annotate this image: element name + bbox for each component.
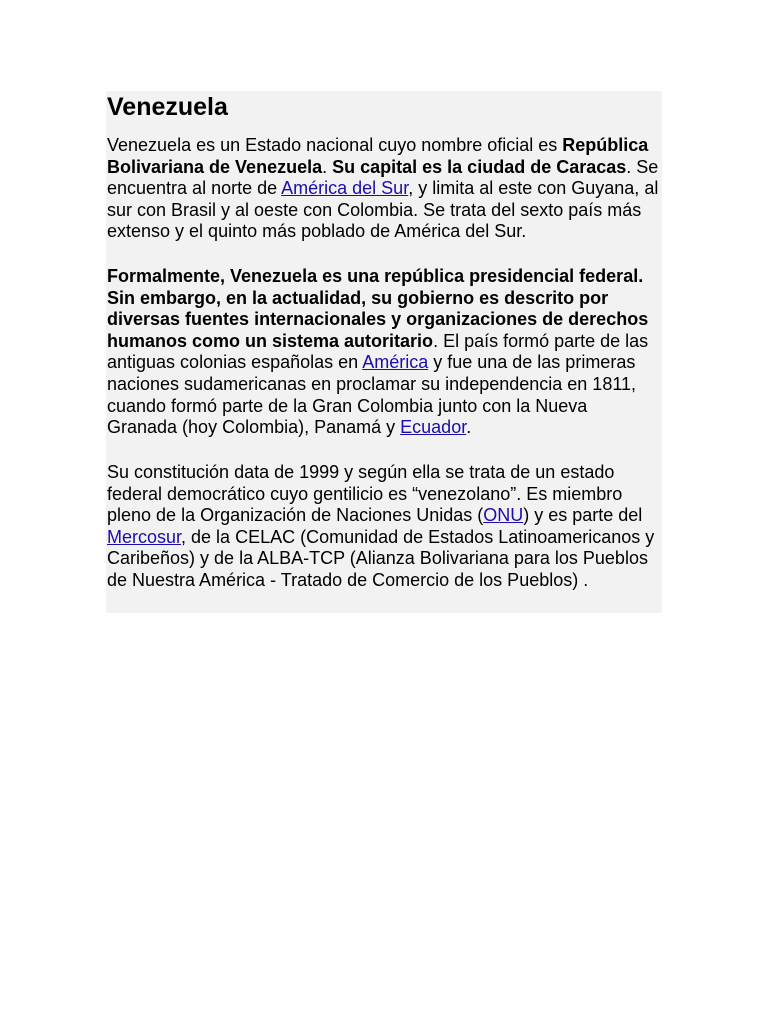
p1-text-1: Venezuela es un Estado nacional cuyo nombre oficial es — [107, 135, 563, 155]
p3-text-3: , de la CELAC (Comunidad de Estados Latinoamericanos y Caribeños) y de la ALBA-TCP (Alianza Bolivariana para los Pueblos de Nuestra América - Tratado de Comercio de los Pueblos) . — [107, 526, 655, 590]
paragraph-3 — [107, 462, 662, 592]
paragraph-2 — [107, 266, 662, 439]
link-america[interactable]: América — [362, 352, 429, 373]
p2-text-2: y fue una de las primeras naciones sudamericanas en proclamar su independencia en 1811, cuando formó parte de la Gran Colombia junto con la Nueva Granada (hoy Colombia), Panamá y — [107, 352, 637, 438]
link-mercosur[interactable]: Mercosur — [107, 526, 182, 547]
article-title: Venezuela — [107, 93, 228, 121]
p2-bold-government: Formalmente, Venezuela es una república presidencial federal. Sin embargo, en la actualidad, su gobierno es descrito por diversas fuentes internacionales y organizaciones de derechos humanos como un sistema autoritario — [107, 266, 649, 351]
p2-text-1: . El país formó parte de las antiguas colonias españolas en — [107, 330, 649, 373]
p1-text-4: , y limita al este con Guyana, al sur con Brasil y al oeste con Colombia. Se trata del sexto país más extenso y el quinto más poblado de América del Sur. — [107, 178, 659, 242]
p1-bold-capital: Su capital es la ciudad de Caracas — [332, 156, 627, 177]
link-america-del-sur[interactable]: América del Sur — [281, 178, 409, 199]
paragraph-1 — [107, 135, 662, 243]
p1-text-2: . — [322, 156, 333, 177]
p3-text-1: Su constitución data de 1999 y según ella se trata de un estado federal democrático cuyo gentilicio es “venezolano”. Es miembro pleno de la Organización de Naciones Unidas ( — [107, 462, 623, 526]
p3-text-2: ) y es parte del — [523, 505, 643, 526]
link-ecuador[interactable]: Ecuador — [400, 417, 467, 438]
p2-text-3: . — [466, 417, 472, 438]
p1-text-3: . Se encuentra al norte de — [107, 156, 659, 199]
p1-bold-official-name: República Bolivariana de Venezuela — [107, 135, 649, 177]
link-onu[interactable]: ONU — [483, 505, 524, 526]
